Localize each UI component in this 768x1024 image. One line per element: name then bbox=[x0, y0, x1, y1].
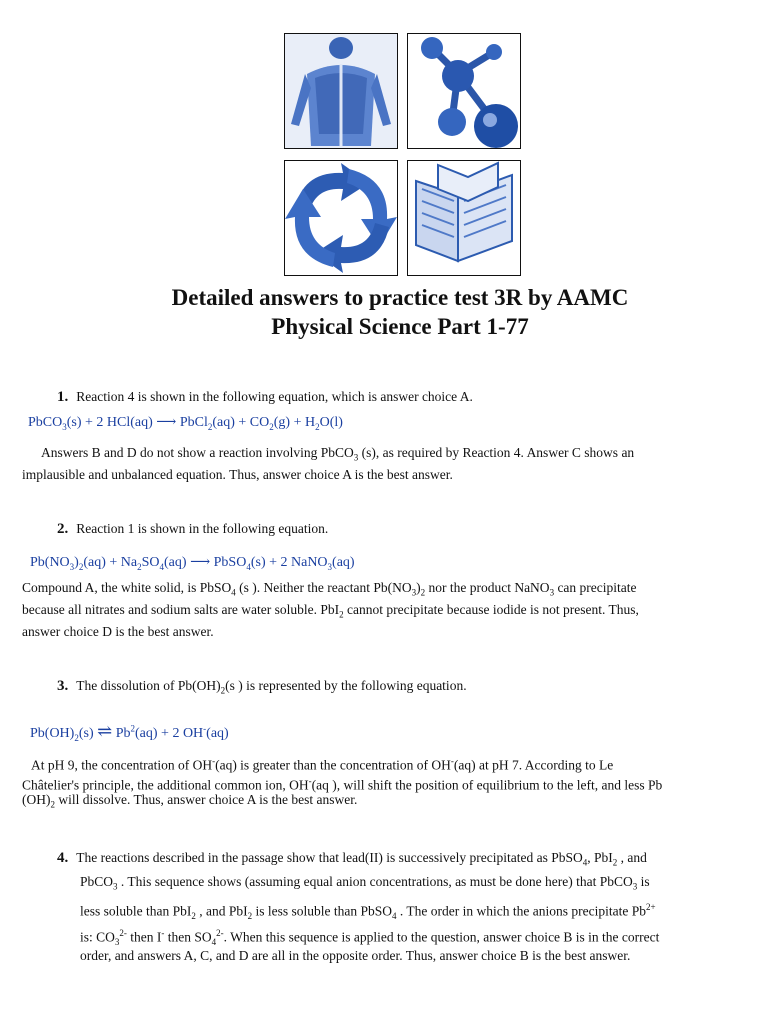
equation-1: PbCO$_3$(s) + 2 HCl(aq) ⟶ PbCl$_2$(aq) + $CO_2(g) + H_2O(l)$ bbox=[28, 415, 343, 432]
question-3-number: 3. bbox=[57, 678, 69, 694]
molecule-model-icon bbox=[407, 33, 521, 149]
question-1-intro-text: Reaction 4 is shown in the following equation, which is answer choice A. bbox=[76, 389, 473, 404]
question-4-line-3: less soluble than PbI$_2$ , and PbI$_2$ is less soluble than PbSO$_4$ . The order in which the anions precipitate $Pb^{2+}$ bbox=[80, 902, 656, 922]
question-2-intro bbox=[57, 518, 328, 540]
answer-1-line-2: implausible and unbalanced equation. Thus, answer choice A is the best answer. bbox=[22, 467, 453, 482]
equation-3: $Pb(OH)_2(s)$ ⇌ $Pb^2(aq) + 2$ OH-(aq) bbox=[30, 721, 229, 743]
answer-2-line-1: Compound A, the white solid, is PbSO$_4$ (s ). Neither the reactant $Pb(NO_3)_2$ nor the product NaNO$_3$ can precipitate bbox=[22, 580, 637, 598]
answer-2-line-2: because all nitrates and sodium salts are water soluble. PbI$_2$ cannot precipitate because iodide is not present. Thus, bbox=[22, 602, 639, 620]
page-subtitle: Physical Science Part 1-77 bbox=[271, 314, 529, 339]
answer-3-line-2: Châtelier's principle, the additional common ion, OH-(aq ), will shift the position of equilibrium to the left, and less Pb bbox=[22, 776, 663, 793]
answer-1-line-1: Answers B and D do not show a reaction involving PbCO$_3$ (s), as required by Reaction 4. Answer C shows an bbox=[41, 445, 635, 463]
question-2-number: 2. bbox=[57, 521, 69, 537]
cycle-arrows-icon bbox=[284, 160, 398, 276]
question-4-line-5: order, and answers A, C, and D are all in the opposite order. Thus, answer choice B is the best answer. bbox=[80, 948, 631, 963]
equation-2: $Pb(NO_3)_2(aq) + Na_2SO_4(aq)$ ⟶ PbSO$_4$(s) + 2 NaNO$_3$(aq) bbox=[30, 555, 355, 572]
question-4-line-2: PbCO$_3$ . This sequence shows (assuming equal anion concentrations, as must be done here) that PbCO$_3$ is bbox=[80, 874, 650, 892]
anatomy-figure-icon bbox=[284, 33, 398, 149]
question-4-line-1: 4. The reactions described in the passage show that lead(II) is successively precipitated as PbSO$_4$, PbI$_2$ , and bbox=[57, 850, 647, 868]
answer-2-line-3: answer choice D is the best answer. bbox=[22, 624, 214, 639]
answer-3-line-3: $(OH)_2$ will dissolve. Thus, answer choice A is the best answer. bbox=[22, 792, 358, 810]
question-2-intro-text: Reaction 1 is shown in the following equation. bbox=[76, 521, 329, 536]
page-title: Detailed answers to practice test 3R by AAMC bbox=[171, 285, 629, 310]
question-1-number: 1. bbox=[57, 389, 69, 405]
question-1-intro bbox=[57, 386, 473, 408]
question-3-intro: 3. The dissolution of $Pb(OH)_2(s$ ) is represented by the following equation. bbox=[57, 678, 467, 696]
question-4-line-4: is: $CO_3^{2-}$ then I- then $SO_4^{2-}$. When this sequence is applied to the question, answer choice B is in the correct bbox=[80, 928, 660, 948]
answer-3-line-1: At pH 9, the concentration of OH-(aq) is greater than the concentration of OH-(aq) at pH 7. According to Le bbox=[31, 756, 614, 773]
open-book-icon bbox=[407, 160, 521, 276]
question-4-number: 4. bbox=[57, 850, 69, 866]
